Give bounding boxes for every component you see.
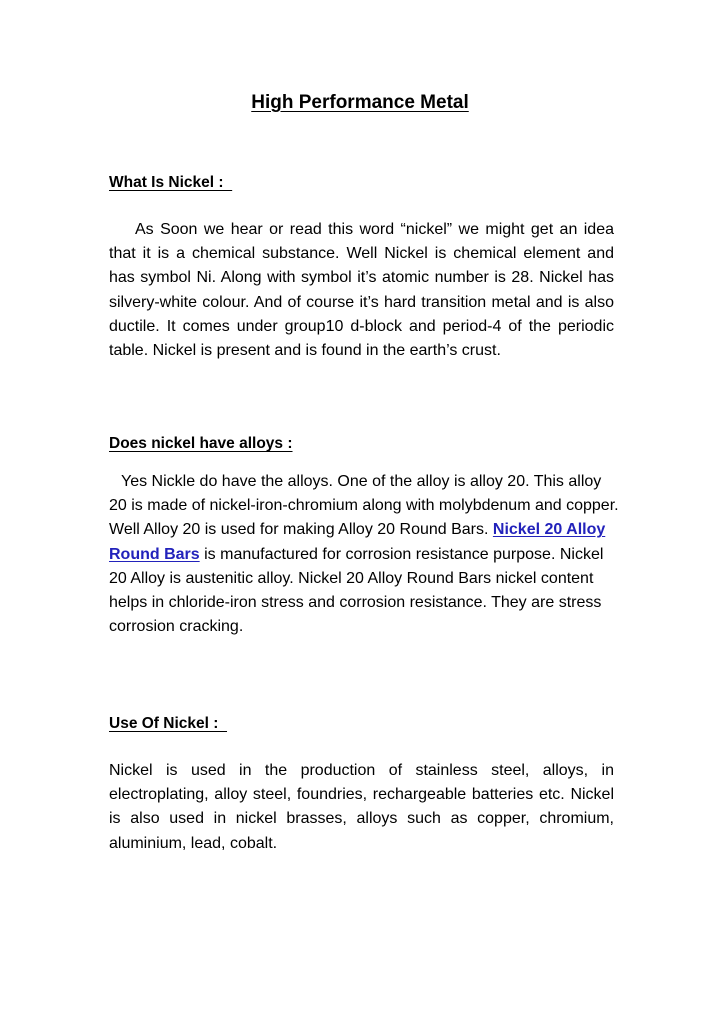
document-title-text: High Performance Metal — [251, 92, 469, 113]
document-title — [0, 90, 720, 116]
section-heading-nickel-alloys: Does nickel have alloys : — [109, 435, 293, 452]
section-heading-use-of-nickel: Use Of Nickel : — [109, 715, 228, 732]
section-heading-what-is-nickel: What Is Nickel : — [109, 174, 233, 191]
section-body-use-of-nickel: Nickel is used in the production of stainless steel, alloys, in electroplating, alloy steel, foundries, rechargeable batteries etc. Nickel is also used in nickel brasses, alloys such as copper, chromium, aluminium, lead, cobalt. — [109, 762, 614, 852]
alloys-text-after-link: is manufactured for corrosion resistance purpose. Nickel 20 Alloy is austenitic alloy. Nickel 20 Alloy Round Bars nickel content helps in chloride-iron stress and corrosion resistance. They are stress corrosion cracking. — [109, 545, 604, 636]
alloys-text-before-link: Yes Nickle do have the alloys. One of the alloy is alloy 20. This alloy 20 is made of nickel-iron-chromium along with molybdenum and copper. Well Alloy 20 is used for making Alloy 20 Round Bars. — [109, 473, 619, 539]
nickel-20-alloy-round-bars-link[interactable]: Nickel 20 Alloy Round Bars — [109, 521, 606, 563]
section-body-what-is-nickel: As Soon we hear or read this word “nickel” we might get an idea that it is a chemical substance. Well Nickel is chemical element and has symbol Ni. Along with symbol it’s atomic number is 28. Nickel has silvery-white colour. And of course it’s hard transition metal and is also ductile. It comes under group10 d-block and period-4 of the periodic table. Nickel is present and is found in the earth’s crust. — [109, 221, 614, 360]
section-body-nickel-alloys — [109, 470, 619, 639]
